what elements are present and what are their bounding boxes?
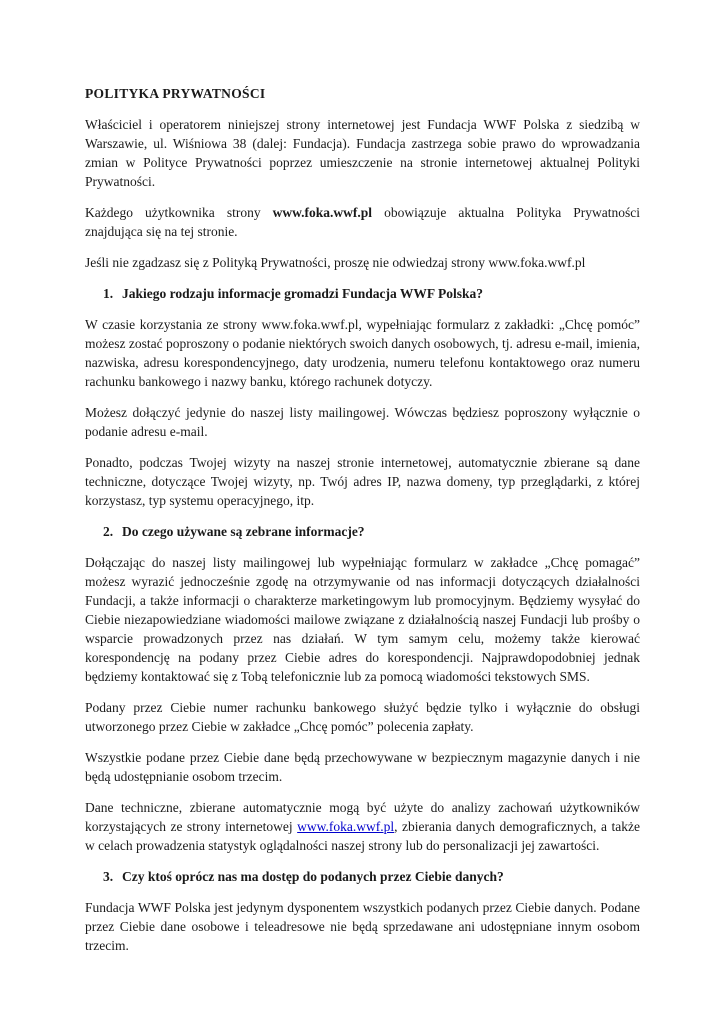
- section-1-heading-text: Jakiego rodzaju informacje gromadzi Fundacja WWF Polska?: [122, 286, 483, 301]
- section-2-paragraph-bank-account: Podany przez Ciebie numer rachunku bankowego służyć będzie tylko i wyłącznie do obsługi utworzonego przez Ciebie w zakładce „Chcę pomóc” polecenia zapłaty.: [85, 700, 640, 734]
- document-title: POLITYKA PRYWATNOŚCI: [85, 86, 266, 101]
- section-3-number: 3.: [103, 869, 114, 884]
- section-1-paragraph-mailing-list: Możesz dołączyć jedynie do naszej listy mailingowej. Wówczas będziesz poproszony wyłącznie o podanie adresu e-mail.: [85, 405, 640, 439]
- section-2-paragraph-technical-usage: [85, 798, 640, 855]
- section-1-paragraph-data-collected: W czasie korzystania ze strony www.foka.wwf.pl, wypełniając formularz z zakładki: „Chcę pomóc” możesz zostać poproszony o podanie niektórych swoich danych osobowych, tj. adresu e-mail, imienia, nazwiska, adresu korespondencyjnego, daty urodzenia, numeru telefonu kontaktowego oraz numeru rachunku bankowego i nazwy banku, którego rachunek dotyczy.: [85, 317, 640, 389]
- text-segment: , zbierania danych demograficznych, a także w celach prowadzenia statystyk oglądalności naszej strony lub do personalizacji jej zawartości.: [85, 819, 640, 853]
- section-2-heading-text: Do czego używane są zebrane informacje?: [122, 524, 365, 539]
- section-3-paragraph-sole-controller: Fundacja WWF Polska jest jedynym dysponentem wszystkich podanych przez Ciebie danych. Podane przez Ciebie dane osobowe i teleadresowe nie będą sprzedawane ani udostępniane innym osobom trzecim.: [85, 900, 640, 953]
- section-1-heading: [85, 284, 640, 303]
- section-2-paragraph-data-storage: Wszystkie podane przez Ciebie dane będą przechowywane w bezpiecznym magazynie danych i nie będą udostępnianie osobom trzecim.: [85, 750, 640, 784]
- section-1-paragraph-technical-data: Ponadto, podczas Twojej wizyty na naszej stronie internetowej, automatycznie zbierane są dane techniczne, dotyczące Twojej wizyty, np. Twój adres IP, nazwa domeny, typ przeglądarki, z której korzystasz, typ systemu operacyjnego, itp.: [85, 455, 640, 508]
- foka-wwf-link[interactable]: www.foka.wwf.pl: [297, 819, 395, 834]
- section-3-heading-text: Czy ktoś oprócz nas ma dostęp do podanych przez Ciebie danych?: [122, 869, 504, 884]
- section-3-heading: [85, 867, 640, 886]
- text-segment: obowiązuje aktualna Polityka Prywatności znajdująca się na tej stronie.: [85, 205, 640, 239]
- text-segment: Każdego użytkownika strony: [85, 205, 273, 220]
- section-2-number: 2.: [103, 524, 114, 539]
- section-1-number: 1.: [103, 286, 114, 301]
- section-2-heading: [85, 522, 640, 541]
- text-segment: Dane techniczne, zbierane automatycznie mogą być użyte do analizy zachowań użytkowników korzystających ze strony internetowej: [85, 800, 640, 834]
- paragraph-owner-info: Właściciel i operatorem niniejszej strony internetowej jest Fundacja WWF Polska z siedzibą w Warszawie, ul. Wiśniowa 38 (dalej: Fundacja). Fundacja zastrzega sobie prawo do wprowadzania zmian w Polityce Prywatności poprzez umieszczenie na stronie internetowej aktualnej Polityki Prywatności.: [85, 117, 640, 189]
- section-2-paragraph-consent: Dołączając do naszej listy mailingowej lub wypełniając formularz w zakładce „Chcę pomagać” możesz wyrazić jednocześnie zgodę na otrzymywanie od nas informacji dotyczących działalności Fundacji, a także informacji o charakterze marketingowym lub promocyjnym. Będziemy wysyłać do Ciebie niezapowiedziane wiadomości mailowe związane z działalnością naszej Fundacji lub prośby o wsparcie prowadzonych przez nas działań. W tym samym celu, możemy także kierować korespondencję na podany przez Ciebie adres do korespondencji. Najprawdopodobniej jednak będziemy kontaktować się z Tobą telefonicznie lub za pomocą wiadomości tekstowych SMS.: [85, 555, 640, 684]
- site-url-bold: www.foka.wwf.pl: [272, 205, 373, 220]
- paragraph-disagree-notice: Jeśli nie zgadzasz się z Polityką Prywatności, proszę nie odwiedzaj strony www.foka.wwf.pl: [85, 255, 586, 270]
- paragraph-policy-applies: [85, 203, 640, 241]
